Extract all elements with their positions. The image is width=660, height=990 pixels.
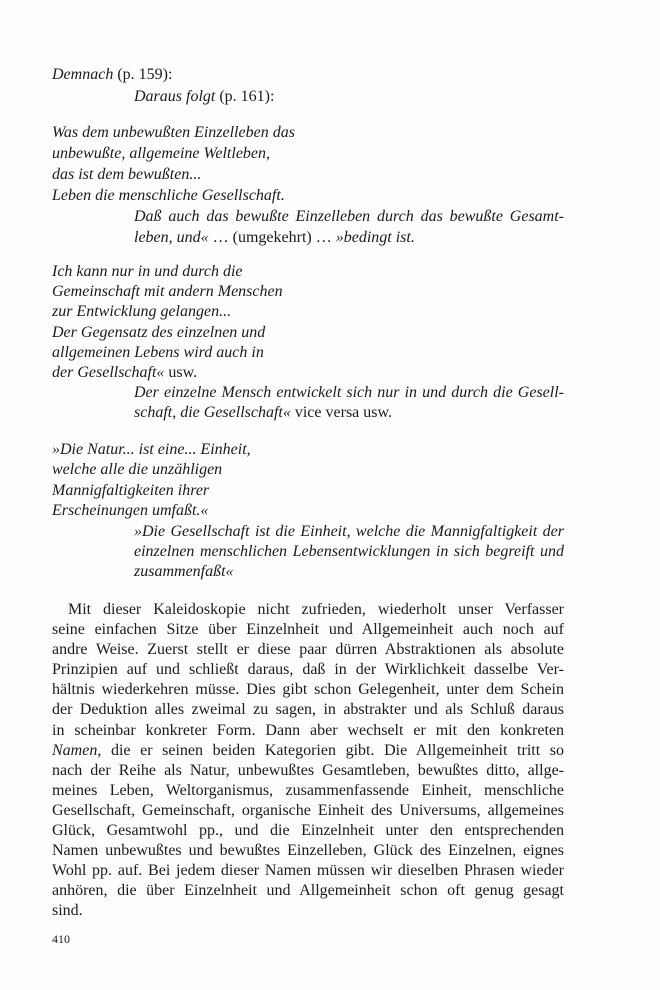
quote-line: Leben die menschliche Gesellschaft. [52,187,285,204]
quoted-text: der Gesellschaft« [52,363,165,381]
paragraph-line: Glück, Gesamtwohl pp., und die Einzelnheit unter den entsprechenden [52,822,564,840]
quote-line: Gemeinschaft mit andern Menschen [52,283,283,301]
line-text: , die er seinen beiden Kategorien gibt. Die Allgemeinheit tritt so [97,741,564,759]
source-label: Demnach [52,66,114,83]
paragraph-line: Wohl pp. auf. Bei jedem dieser Namen müssen wir dieselben Phrasen wieder [52,862,564,880]
quote-line: welche alle die unzähligen [52,461,223,479]
quote-line: »Die Natur... ist eine... Einheit, [52,441,251,458]
quote-line: unbewußte, allgemeine Weltleben, [52,145,271,162]
paragraph-line: anhören, die über Einzelnheit und Allgemeinheit schon oft genug gesagt [52,882,564,900]
paragraph-line: Gesellschaft, Gemeinschaft, organische Einheit des Universums, allgemeines [52,801,564,819]
paragraph-line: in scheinbar konkreter Form. Dann aber wechselt er mit den konkreten [52,721,564,739]
quoted-text: leben, und« [134,229,209,246]
paragraph-line: der Deduktion alles zweimal zu sagen, in abstrakter und als Schluß daraus [52,701,564,719]
quote-line: allgemeinen Lebens wird auch in [52,343,264,361]
paragraph-line: meines Leben, Weltorganismus, zusammenfassende Einheit, menschliche [52,781,564,799]
comparison-passage [52,262,564,424]
derived-reference [134,86,564,108]
quote-line: Der Gegensatz des einzelnen und [52,323,266,341]
source-reference [52,64,564,86]
quote-line: zur Entwicklung gelangen... [52,303,232,321]
paragraph-line: seine einfachen Sitze über Einzelnheit und Allgemeinheit auch noch auf [52,621,564,639]
quoted-text: »bedingt ist. [335,229,415,246]
paragraph-line: hältnis wiederkehren müsse. Dies gibt schon Gelegenheit, unter dem Schein [52,681,564,699]
page-number: 410 [52,932,70,946]
comparison-passage [52,122,564,248]
restatement-line: »Die Gesellschaft ist die Einheit, welche die Mannigfaltigkeit der [134,522,564,540]
paragraph-line: Namen unbewußtes und bewußtes Einzelleben, Glück des Einzelnen, eignes [52,842,564,860]
derived-label: Daraus folgt [134,88,216,105]
restatement-line [134,227,564,248]
quote-line [52,363,564,383]
quote-line: das ist dem bewußten... [52,166,202,183]
paragraph-line: nach der Reihe als Natur, unbewußtes Gesamtleben, bewußtes ditto, allge- [52,761,564,779]
paragraph-line [52,741,564,761]
quote-line: Erscheinungen umfaßt.« [52,502,209,520]
restatement-line: Daß auch das bewußte Einzelleben durch das bewußte Gesamt- [134,208,564,225]
aside-text: usw. [168,363,198,381]
paragraph-line: andre Weise. Zuerst stellt er diese paar dürren Abstraktionen als absolute [52,641,564,659]
paragraph-line: Prinzipien auf und schließt daraus, daß in der Wirklichkeit dasselbe Ver- [52,661,564,679]
aside-text: vice versa usw. [294,404,393,422]
quote-line: Ich kann nur in und durch die [52,263,243,280]
comparison-passage [52,440,564,583]
restatement-line: Der einzelne Mensch entwickelt sich nur in und durch die Gesell- [134,384,564,402]
restatement-line: zusammenfaßt« [134,563,234,581]
derived-page-ref: (p. 161): [215,88,275,105]
aside-text: … (umgekehrt) … [212,229,332,246]
restatement-line: einzelnen menschlichen Lebensentwicklungen in sich begreift und [134,542,564,560]
emphasized-word: Namen [52,741,98,759]
quote-line: Mannigfaltigkeiten ihrer [52,481,210,499]
quote-line: Was dem unbewußten Einzelleben das [52,124,295,141]
source-page-ref: (p. 159): [113,66,173,83]
paragraph-line: Mit dieser Kaleidoskopie nicht zufrieden, wiederholt unser Verfasser [68,601,564,618]
paragraph-line: sind. [52,902,83,920]
intro-references [52,64,564,108]
restatement-line [134,403,564,423]
quoted-text: schaft, die Gesellschaft« [134,404,291,422]
body-paragraph [52,600,564,922]
